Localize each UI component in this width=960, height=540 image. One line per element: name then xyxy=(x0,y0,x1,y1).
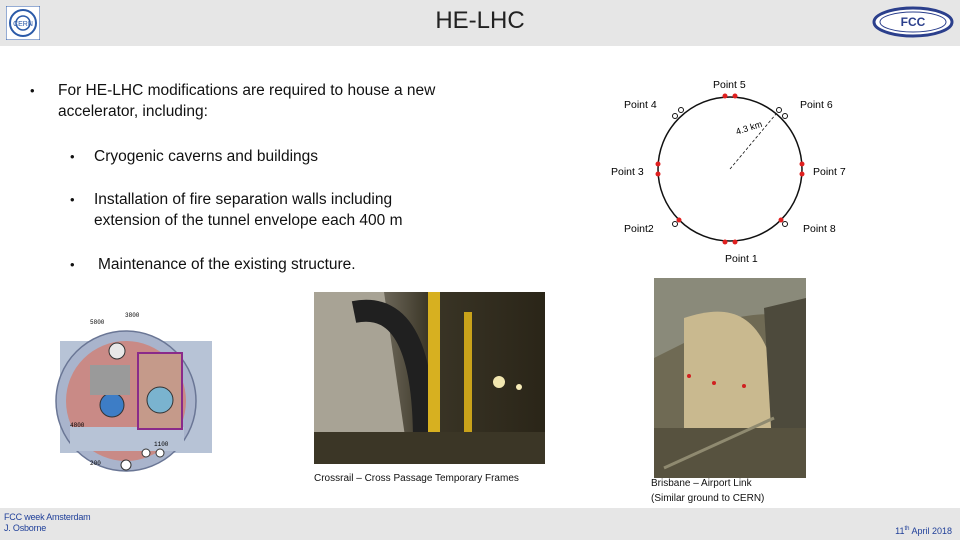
pipe-2 xyxy=(156,449,164,457)
vent-duct xyxy=(109,343,125,359)
footer-date-suffix: th xyxy=(904,526,910,532)
brisbane-caption xyxy=(651,476,811,506)
dim-label: 4800 xyxy=(70,422,85,429)
ring-point-8: Point 8 xyxy=(803,223,836,235)
dim-label: 200 xyxy=(90,460,101,467)
footer-left xyxy=(4,512,90,534)
dim-label: 5800 xyxy=(90,319,105,326)
pipe-1 xyxy=(142,449,150,457)
sub-bullet-text: Cryogenic caverns and buildings xyxy=(94,148,319,165)
footer-bar xyxy=(0,508,960,540)
tunnel-cross-section-diagram xyxy=(40,305,215,475)
magnet-left xyxy=(100,393,124,417)
bullet-dot: • xyxy=(70,192,75,207)
bullet-dot: • xyxy=(30,83,35,98)
ring-point-6: Point 6 xyxy=(800,99,833,111)
main-bullet-text: For HE-LHC modifications are required to house a new accelerator, including: xyxy=(58,82,436,120)
sub-bullet-text: Maintenance of the existing structure. xyxy=(98,256,356,273)
footer-date-day: 11 xyxy=(895,526,905,536)
brisbane-photo xyxy=(654,278,806,478)
bullet-dot: • xyxy=(70,257,75,272)
fcc-logo-text: FCC xyxy=(900,15,926,29)
footer-date xyxy=(895,526,952,536)
ring-bypass-markers xyxy=(673,108,788,227)
cern-logo-text: CERN xyxy=(13,21,33,28)
radius-label: 4.3 km xyxy=(734,118,764,137)
page-title: HE-LHC xyxy=(435,7,525,34)
bullet-dot: • xyxy=(70,149,75,164)
brisbane-caption-line2: (Similar ground to CERN) xyxy=(651,493,765,504)
footer-author: J. Osborne xyxy=(4,523,47,533)
footer-date-rest: April 2018 xyxy=(909,526,952,536)
ring-point-5: Point 5 xyxy=(713,79,746,91)
ring-point-3: Point 3 xyxy=(611,166,644,178)
fcc-logo xyxy=(872,6,954,38)
brisbane-caption-line1: Brisbane – Airport Link xyxy=(651,478,752,489)
drain-pipe xyxy=(121,460,131,470)
dim-label: 3800 xyxy=(125,312,140,319)
ring-point-1: Point 1 xyxy=(725,253,758,265)
equipment-block xyxy=(90,365,130,395)
crossrail-photo xyxy=(314,292,545,464)
crossrail-caption: Crossrail – Cross Passage Temporary Frames xyxy=(314,473,519,484)
ring-point-7: Point 7 xyxy=(813,166,846,178)
footer-event: FCC week Amsterdam xyxy=(4,512,91,522)
ring-point-2: Point2 xyxy=(624,223,654,235)
sub-bullet-text: Installation of fire separation walls including extension of the tunnel envelope each 400 m xyxy=(94,191,403,229)
lhc-ring-diagram xyxy=(605,72,855,272)
ring-point-4: Point 4 xyxy=(624,99,657,111)
dim-label: 1100 xyxy=(154,441,169,448)
magnet-right xyxy=(147,387,173,413)
